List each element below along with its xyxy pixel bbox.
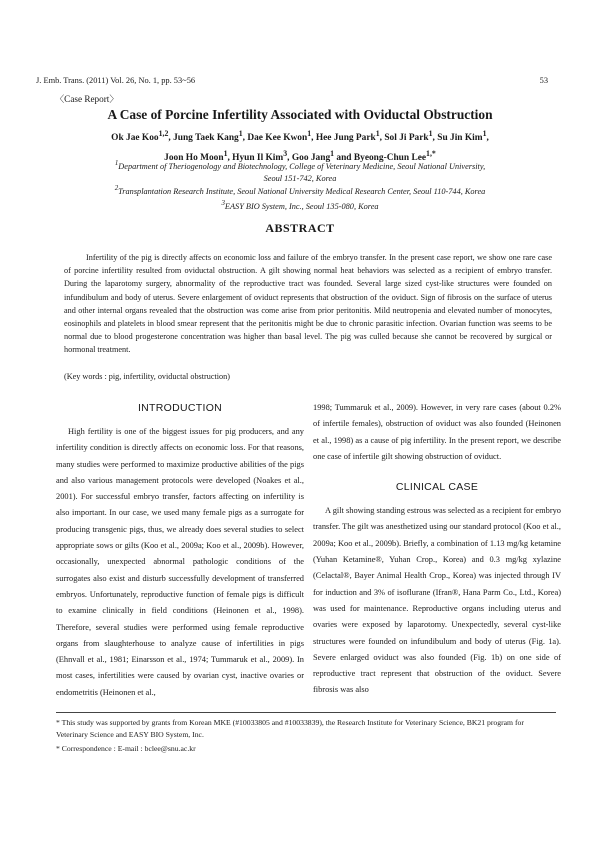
author-affiliation-marker: 1 — [482, 129, 487, 138]
correspondence-footnote: * Correspondence : E-mail : bclee@snu.ac.kr — [56, 744, 196, 753]
column-left — [56, 400, 304, 701]
author-affiliation-marker: 1 — [307, 129, 312, 138]
author-name: Ok Jae Koo — [111, 133, 159, 144]
clinical-case-paragraph: A gilt showing standing estrous was selected as a recipient for embryo transfer. The gilt was anesthetized using our standard protocol (Koo et al., 2009a; Koo et al., 2009b). Briefly, a combination of 1.13 mg/kg ketamine (Yuhan Ketamine®, Yuhan Crop., Korea) and 0.3 mg/kg xylazine (Celactal®, Bayer Animal Health Crop., Korea) was injected through IV for induction and 3% of isoflurane (Ifran®, Hana Parm Co., Ltd., Korea) was used for maintenance. Reproductive organs including uterus and ovaries were exposed by laparotomy. Unexpectedly, several cyst-like structures were founded on infundibulum and body of uterus (Fig. 1a). Severe enlarged oviduct was also founded (Fig. 1b) on one side of reproductive tract represent that obstruction of the oviduct. Severe fibrosis was also — [313, 506, 561, 695]
author-name: Hee Jung Park — [315, 133, 376, 144]
author-affiliation-marker: 1 — [428, 129, 433, 138]
funding-footnote: * This study was supported by grants from Korean MKE (#10033805 and #10033839), the Research Institute for Veterinary Science, BK21 program for Veterinary Science and EASY BIO System, Inc. — [56, 718, 524, 739]
author-name: Su Jin Kim — [437, 133, 483, 144]
author-name: Dae Kee Kwon — [247, 133, 308, 144]
author-affiliation-marker: 1 — [238, 129, 243, 138]
journal-citation: J. Emb. Trans. (2011) Vol. 26, No. 1, pp. 53~56 — [36, 76, 196, 85]
affiliation-1-line-1: Department of Theriogenology and Biotechnology, College of Veterinary Medicine, Seoul National University, — [118, 161, 486, 171]
author-name: Joon Ho Moon — [164, 153, 224, 164]
author-name: Jung Taek Kang — [173, 133, 239, 144]
affiliation-3-line: EASY BIO System, Inc., Seoul 135-080, Korea — [224, 202, 379, 212]
author-name: Goo Jang — [291, 153, 331, 164]
abstract-text: Infertility of the pig is directly affects on economic loss and failure of the embryo transfer. In the present case report, we show one rare case of porcine infertility resulted from oviductal obstruction. A gilt showing normal heat behaviors was selected as a recipient of embryo transfer. During the laparotomy surgery, abnormality of the reproductive tract was founded. Several large sized cyst-like structures were founded on infundibulum and body of uterus. Severe enlargement of oviduct represents that obstruction of the oviduct. Sign of fibrosis on the surface of uterus and other internal organs revealed that the obstruction was come arise from prior peritonitis. Mild neutropenia and elevated number of monocytes, eosinophils and platelets in blood smear represent that the peritonitis might be due to chronic parasitic infection. Ovarian function was seems to be normal due to blood progesterone concentration was higher than basal level. The pig was culled because she cannot be recovered by surgical or hormonal treatment. — [64, 253, 552, 355]
abstract-heading: ABSTRACT — [265, 221, 335, 235]
author-affiliation-marker: 1 — [330, 149, 335, 159]
affiliation-3-marker: 3 — [221, 200, 225, 208]
author-affiliation-marker: 1,* — [426, 149, 436, 159]
introduction-paragraph-continued: 1998; Tummaruk et al., 2009). However, in very rare cases (about 0.2% of infertile females), obstruction of oviduct was also founded (Heinonen et al., 1998) as a cause of pig infertility. In the present report, we describe one case of infertile gilt showing obstruction of oviduct. — [313, 403, 561, 461]
author-affiliation-marker: 1,2 — [158, 129, 169, 138]
affiliation-1-line-2: Seoul 151-742, Korea — [263, 174, 337, 184]
author-affiliation-marker: 1 — [375, 129, 380, 138]
introduction-heading: INTRODUCTION — [137, 402, 223, 414]
page-number: 53 — [539, 76, 548, 85]
affiliation-1-marker: 1 — [114, 160, 119, 167]
author-name: Hyun Il Kim — [232, 153, 284, 164]
affiliation-2-3 — [50, 183, 550, 214]
footnote-rule — [56, 712, 556, 713]
column-right — [313, 400, 561, 699]
author-list: Ok Jae Koo$^{1,2}$, Jung Taek Kang$^1$, Dae Kee Kwon$^1$, Hee Jung Park$^1$, Sol Ji Park$^1$, Su Jin Kim$^1$, Joon Ho Moon$^1$, Hyun Il Kim$^3$, Goo Jang$^1$ and Byeong-Chun Lee$^{1,*}$ — [111, 129, 489, 164]
paper-title: A Case of Porcine Infertility Associated with Oviductal Obstruction — [107, 107, 493, 122]
affiliation-2-line: Transplantation Research Institute, Seoul National University Medical Research Center, Seoul 110-744, Korea — [118, 186, 486, 196]
author-affiliation-marker: 3 — [283, 149, 288, 159]
keywords: (Key words : pig, infertility, oviductal obstruction) — [64, 372, 230, 381]
affiliation-2-marker: 2 — [114, 185, 119, 192]
introduction-paragraph: High fertility is one of the biggest issues for pig producers, and any infertility condition is directly affects on economic loss. For that reasons, many studies were performed to maximize productive abilities of the pigs and also various management protocols were developed (Noakes et al., 2001). For successful embryo transfer, factors affecting on infertility is also important. In our case, we used many female pigs as a surrogate for producing transgenic pigs, thus, we already does several studies to select appropriate sows or gilts (Koo et al., 2009a; Koo et al., 2009b). However, occasionally, unexpected abnormal pathologic conditions of the surrogates also exist and disturb successfully development of transferred embryos. Unfortunately, reproductive function of female pigs is difficult to examine clinically in field conditions (Heinonen et al., 1998). Therefore, several studies were performed using female reproductive organs from slaughterhouse to analyze cause of infertilities in pigs (Ehnvall et al., 1981; Einarsson et al., 1974; Tummaruk et al., 2009). In most cases, infertilities were caused by ovarian cyst, inactive ovaries or endometritis (Heinonen et al., — [56, 427, 304, 697]
clinical-case-heading: CLINICAL CASE — [395, 481, 479, 494]
article-type: 〈Case Report〉 — [55, 94, 119, 104]
author-name: Sol Ji Park — [384, 133, 429, 144]
author-affiliation-marker: 1 — [223, 149, 228, 159]
affiliation-1 — [50, 158, 550, 186]
author-name: Byeong-Chun Lee — [353, 153, 427, 164]
